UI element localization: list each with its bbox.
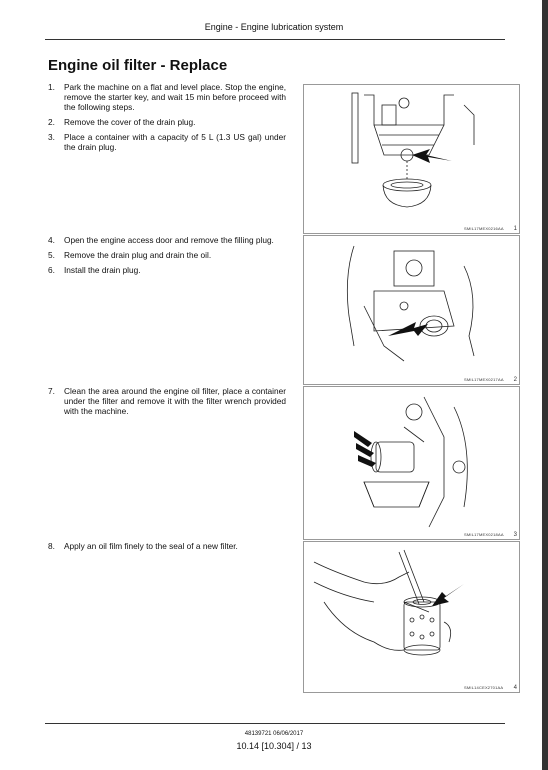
page-title: Engine oil filter - Replace <box>48 57 228 74</box>
step-number: 6. <box>48 265 55 275</box>
page-edge <box>542 0 548 770</box>
figure-apply-oil-film <box>303 541 520 693</box>
step-item <box>48 386 286 416</box>
header-rule <box>45 39 505 40</box>
figure-number: 1 <box>513 226 517 232</box>
footer-rule <box>45 723 505 724</box>
apply-oil-film-illustration <box>304 542 519 692</box>
figure-code: SMIL17MEX0218AA <box>464 532 504 537</box>
figure-number: 4 <box>513 685 517 691</box>
footer-doc-ref: 48139721 06/06/2017 <box>244 731 304 737</box>
step-number: 4. <box>48 235 55 245</box>
step-text: Place a container with a capacity of 5 L (1.3 US gal) under the drain plug. <box>64 132 286 152</box>
step-item <box>48 265 286 275</box>
figure-code: SMIL14CEX2701AA <box>464 685 504 690</box>
figure-filling-plug <box>303 235 520 385</box>
step-item <box>48 82 286 112</box>
step-text: Apply an oil film finely to the seal of a new filter. <box>64 541 238 551</box>
oil-filter-removal-illustration <box>304 387 519 539</box>
step-number: 7. <box>48 386 55 396</box>
figure-number: 2 <box>513 377 517 383</box>
step-text: Install the drain plug. <box>64 265 141 275</box>
figure-code: SMIL17MEX0216AA <box>464 226 504 231</box>
step-item <box>48 541 286 551</box>
arrow-icon <box>358 455 376 467</box>
section-header: Engine - Engine lubrication system <box>204 22 344 32</box>
figure-oil-filter-removal <box>303 386 520 540</box>
footer-page-number: 10.14 [10.304] / 13 <box>236 741 312 751</box>
step-item <box>48 235 286 245</box>
filling-plug-illustration <box>304 236 519 384</box>
step-text: Clean the area around the engine oil filter, place a container under the filter and remove it with the filter wrench provided with the machine. <box>64 386 286 416</box>
figure-number: 3 <box>513 532 517 538</box>
step-item <box>48 117 286 127</box>
figure-drain-plug <box>303 84 520 234</box>
step-number: 1. <box>48 82 55 92</box>
steps-group-4 <box>48 541 286 556</box>
step-text: Remove the drain plug and drain the oil. <box>64 250 212 260</box>
step-item <box>48 250 286 260</box>
steps-group-2 <box>48 235 286 280</box>
arrow-icon <box>388 322 428 336</box>
step-number: 3. <box>48 132 55 142</box>
steps-group-3 <box>48 386 286 421</box>
steps-group-1 <box>48 82 286 157</box>
step-text: Open the engine access door and remove the filling plug. <box>64 235 274 245</box>
figure-code: SMIL17MEX0217AA <box>464 377 504 382</box>
step-text: Remove the cover of the drain plug. <box>64 117 196 127</box>
arrow-icon <box>432 584 464 606</box>
step-number: 5. <box>48 250 55 260</box>
arrow-icon <box>412 149 452 163</box>
step-number: 2. <box>48 117 55 127</box>
step-number: 8. <box>48 541 55 551</box>
step-text: Park the machine on a flat and level place. Stop the engine, remove the starter key, and wait 15 min before proceed with the following steps. <box>64 82 286 112</box>
drain-plug-illustration <box>304 85 519 233</box>
step-item <box>48 132 286 152</box>
